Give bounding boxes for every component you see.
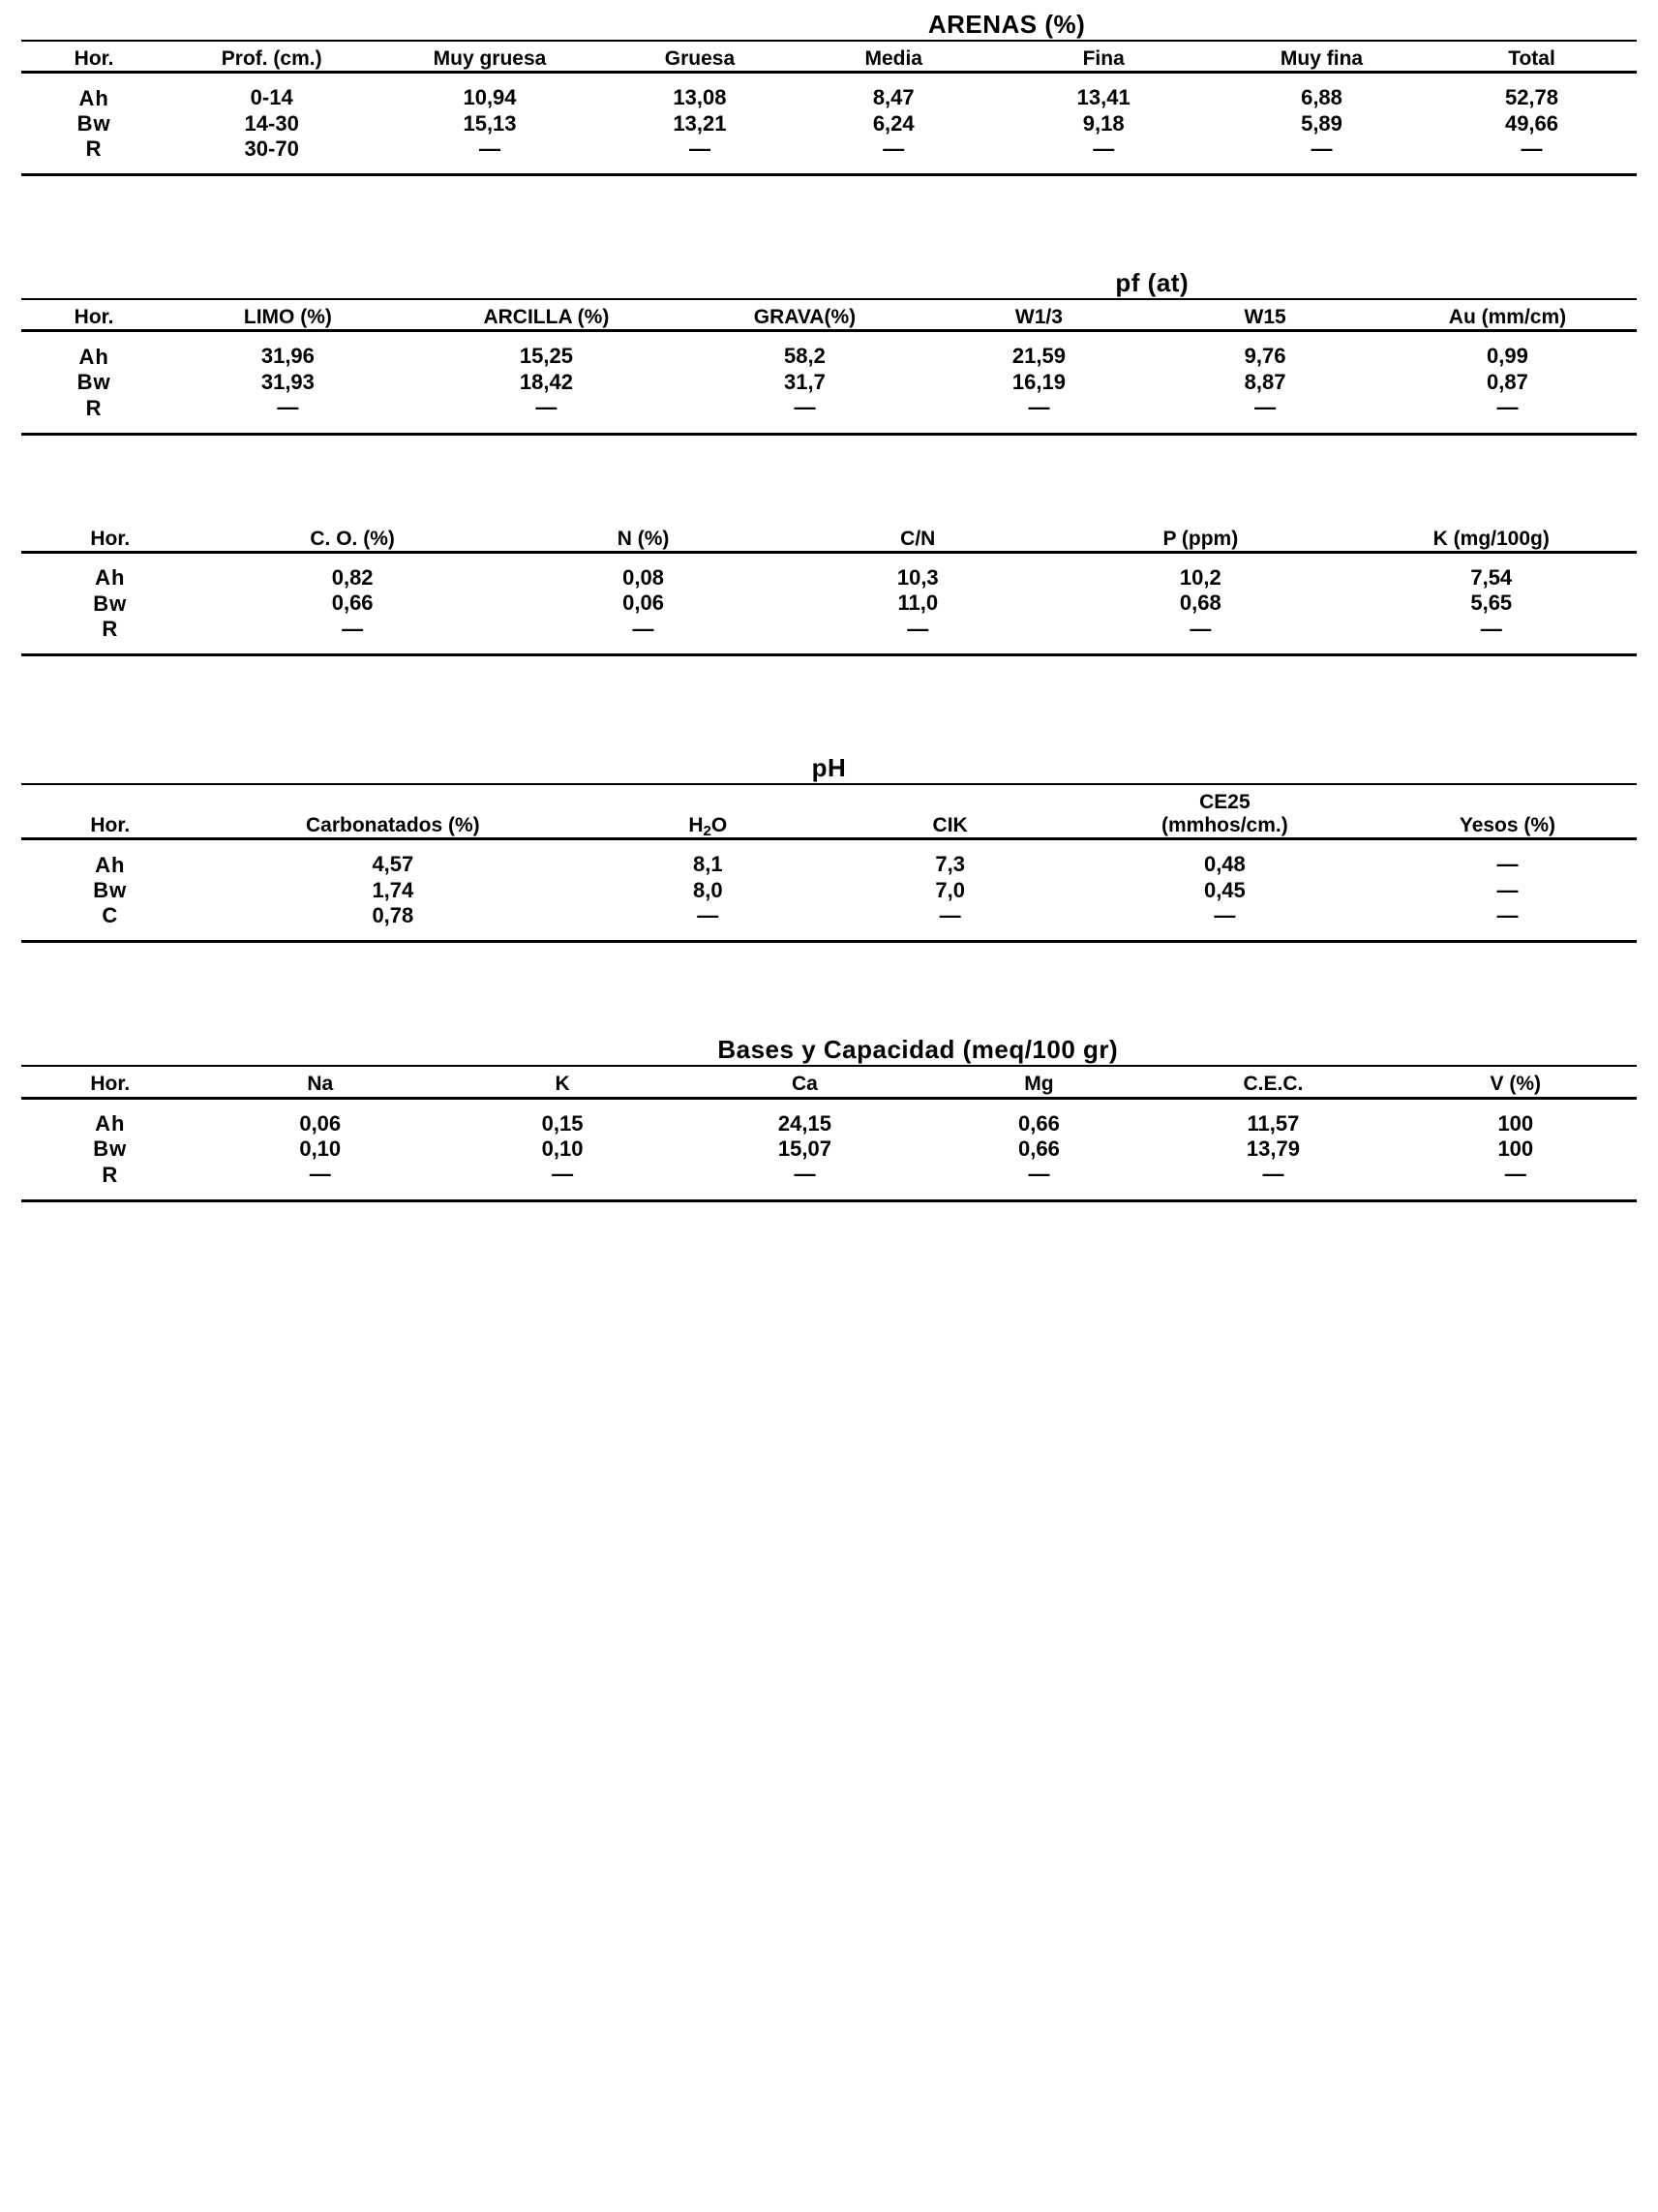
- group-title-row: [21, 10, 1637, 40]
- cell: —: [939, 903, 961, 927]
- table-block-bases: [21, 1035, 1637, 1201]
- cell: 14-30: [244, 110, 299, 136]
- data-table-bases: [21, 1035, 1637, 1201]
- bottom-rule: [21, 1200, 1637, 1202]
- row-label: Bw: [93, 591, 128, 616]
- col-header-hor: Hor.: [90, 1073, 131, 1096]
- cell: 0,66: [331, 591, 374, 616]
- cell: —: [1480, 616, 1502, 641]
- row-label: R: [102, 616, 119, 641]
- cell: 11,57: [1247, 1110, 1300, 1136]
- table-row: [21, 565, 1637, 591]
- group-title-ph: pH: [811, 752, 847, 782]
- row-label: Ah: [95, 565, 126, 591]
- cell: 8,87: [1244, 369, 1286, 394]
- cell: 58,2: [784, 344, 826, 369]
- col-header-gruesa: Gruesa: [664, 47, 736, 70]
- row-label: Bw: [93, 878, 128, 902]
- cell: —: [1262, 1162, 1284, 1187]
- spacer: [21, 299, 1637, 306]
- cell: 5,89: [1301, 110, 1342, 136]
- col-header-arcilla: ARCILLA (%): [483, 306, 610, 329]
- cell: —: [794, 395, 816, 420]
- cell: 0,87: [1487, 369, 1528, 394]
- col-header-cik: CIK: [932, 814, 968, 837]
- data-table-organica: [21, 528, 1637, 656]
- cell: 15,25: [519, 344, 573, 369]
- cell: —: [277, 395, 299, 420]
- cell: 15,13: [463, 110, 517, 136]
- spacer: [21, 1066, 1637, 1073]
- col-header-mg: Mg: [1024, 1073, 1054, 1096]
- cell: 16,19: [1011, 369, 1066, 394]
- row-label: R: [85, 395, 103, 420]
- cell: 11,0: [897, 591, 939, 616]
- header-row: [21, 47, 1637, 71]
- col-header-muy-gruesa: Muy gruesa: [433, 47, 547, 70]
- cell: 24,15: [777, 1110, 831, 1136]
- table-row: [21, 852, 1637, 877]
- col-header-media: Media: [864, 47, 922, 70]
- cell: 10,94: [463, 85, 517, 110]
- col-header-hor: Hor.: [90, 527, 131, 550]
- cell: 7,54: [1470, 564, 1513, 590]
- cell: 0,99: [1487, 344, 1528, 369]
- table-block-granulometria: [21, 268, 1637, 435]
- cell: —: [342, 616, 364, 641]
- cell: —: [1311, 136, 1333, 161]
- col-header-cn: C/N: [900, 527, 936, 550]
- table-row: [21, 617, 1637, 642]
- table-row: [21, 395, 1637, 420]
- cell: 31,93: [260, 369, 315, 394]
- row-label: Bw: [93, 1136, 128, 1162]
- cell: 13,41: [1076, 85, 1130, 110]
- cell: —: [1093, 136, 1115, 161]
- group-title-arenas: ARENAS (%): [927, 10, 1086, 39]
- cell: 31,96: [260, 344, 315, 369]
- cell: —: [697, 903, 719, 927]
- col-header-carbonatados: Carbonatados (%): [306, 814, 480, 837]
- cell: 7,3: [935, 852, 965, 877]
- table-row: [21, 344, 1637, 369]
- cell: —: [1496, 877, 1519, 902]
- col-header-limo: LIMO (%): [243, 306, 332, 329]
- cell: —: [794, 1162, 816, 1187]
- section-gap: [21, 436, 1637, 528]
- cell: 1,74: [372, 877, 414, 902]
- col-header-hor: Hor.: [74, 47, 114, 70]
- cell: 0,66: [1018, 1136, 1060, 1161]
- cell: 8,47: [872, 85, 915, 110]
- row-label: R: [102, 1162, 119, 1187]
- cell: —: [907, 616, 929, 641]
- cell: —: [535, 395, 558, 420]
- spacer: [21, 162, 1637, 175]
- col-header-ca: Ca: [792, 1073, 818, 1096]
- cell: 0,10: [299, 1136, 342, 1161]
- cell: 30-70: [244, 136, 299, 161]
- cell: 10,3: [896, 564, 939, 590]
- cell: 9,76: [1244, 344, 1286, 369]
- cell: —: [1254, 395, 1277, 420]
- table-row: [21, 1136, 1637, 1162]
- col-header-au: Au (mm/cm): [1448, 306, 1567, 329]
- col-header-k: K (mg/100g): [1432, 527, 1550, 550]
- spacer: [21, 1188, 1637, 1201]
- cell: 49,66: [1504, 110, 1559, 136]
- col-header-yesos: Yesos (%): [1459, 814, 1556, 837]
- col-header-v: V (%): [1490, 1073, 1542, 1096]
- data-table-granulometria: [21, 268, 1637, 435]
- cell: 0,68: [1179, 591, 1221, 616]
- cell: 6,24: [872, 110, 915, 136]
- cell: 0,10: [541, 1136, 584, 1161]
- cell: 0,15: [541, 1110, 584, 1136]
- cell: 0,08: [622, 564, 664, 590]
- cell: 10,2: [1179, 564, 1221, 590]
- cell: —: [309, 1162, 331, 1187]
- cell: 0,78: [372, 903, 414, 927]
- cell: 13,08: [673, 85, 727, 110]
- col-header-p: P (ppm): [1162, 527, 1239, 550]
- section-gap: [21, 656, 1637, 753]
- table-row: [21, 111, 1637, 136]
- row-label: Bw: [76, 110, 111, 136]
- spacer: [21, 839, 1637, 853]
- cell: —: [1190, 616, 1212, 641]
- table-block-organica: [21, 528, 1637, 656]
- col-header-na: Na: [307, 1073, 334, 1096]
- col-header-h2o: $H_2O$: [688, 814, 728, 840]
- spacer: [21, 331, 1637, 345]
- col-header-cec: C.E.C.: [1243, 1073, 1304, 1096]
- cell: 0,06: [622, 591, 664, 616]
- cell: 100: [1497, 1136, 1534, 1161]
- group-title-row: [21, 753, 1637, 783]
- cell: 13,21: [673, 110, 727, 136]
- section-gap: [21, 943, 1637, 1035]
- cell: —: [1214, 903, 1236, 927]
- cell: —: [632, 616, 654, 641]
- cell: —: [1496, 903, 1519, 927]
- table-row: [21, 1162, 1637, 1187]
- cell: 4,57: [372, 852, 414, 877]
- header-row: [21, 528, 1637, 551]
- cell: 9,18: [1082, 110, 1125, 136]
- col-header-n: N (%): [617, 527, 670, 550]
- col-header-hor: Hor.: [90, 814, 131, 837]
- cell: 0,48: [1203, 852, 1246, 877]
- cell: 0,45: [1203, 877, 1246, 902]
- col-header-total: Total: [1508, 47, 1555, 70]
- table-row: [21, 903, 1637, 928]
- cell: —: [883, 136, 905, 161]
- group-title-bases: Bases y Capacidad (meq/100 gr): [717, 1035, 1119, 1065]
- spacer: [21, 41, 1637, 47]
- row-label: Ah: [78, 344, 109, 369]
- row-label: Ah: [95, 1110, 126, 1136]
- cell: 7,0: [935, 877, 965, 902]
- col-header-grava: GRAVA(%): [753, 306, 857, 329]
- cell: 31,7: [784, 369, 826, 394]
- table-row: [21, 1111, 1637, 1136]
- header-row: [21, 1073, 1637, 1096]
- cell: —: [1521, 136, 1543, 161]
- row-label: Bw: [76, 370, 111, 395]
- cell: —: [552, 1162, 574, 1187]
- cell: 21,59: [1011, 344, 1066, 369]
- table-block-arenas: [21, 10, 1637, 176]
- col-header-k: K: [555, 1073, 570, 1096]
- cell: 18,42: [519, 369, 573, 394]
- table-block-ph: [21, 753, 1637, 943]
- spacer: [21, 552, 1637, 565]
- col-header-co: C. O. (%): [310, 527, 395, 550]
- cell: 8,1: [693, 852, 723, 877]
- table-row: [21, 85, 1637, 110]
- header-row: [21, 306, 1637, 329]
- cell: —: [1496, 395, 1519, 420]
- cell: —: [1028, 395, 1050, 420]
- cell: 8,0: [693, 877, 723, 902]
- spacer: [21, 421, 1637, 435]
- group-title-row: [21, 268, 1637, 298]
- cell: 5,65: [1470, 591, 1513, 616]
- table-row: [21, 591, 1637, 616]
- group-title-row: [21, 1035, 1637, 1065]
- data-table-arenas: [21, 10, 1637, 176]
- spacer: [21, 1098, 1637, 1111]
- col-header-prof: Prof. (cm.): [221, 47, 322, 70]
- row-label: Ah: [78, 85, 109, 110]
- cell: —: [1504, 1162, 1526, 1187]
- cell: 6,88: [1301, 85, 1342, 110]
- cell: 0-14: [250, 85, 293, 110]
- cell: 15,07: [777, 1136, 831, 1161]
- cell: 13,79: [1246, 1136, 1300, 1161]
- col-header-ce25: CE25 (mmhos/cm.): [1161, 790, 1288, 837]
- cell: 0,66: [1018, 1110, 1060, 1136]
- row-label: C: [102, 903, 119, 928]
- spacer: [21, 784, 1637, 791]
- spacer: [21, 642, 1637, 655]
- cell: 100: [1497, 1110, 1534, 1136]
- col-header-muy-fina: Muy fina: [1280, 47, 1364, 70]
- row-label: Ah: [95, 852, 126, 877]
- cell: —: [1496, 852, 1519, 877]
- data-table-ph: [21, 753, 1637, 943]
- spacer: [21, 928, 1637, 942]
- row-label: R: [85, 136, 103, 162]
- cell: 52,78: [1504, 85, 1559, 110]
- col-header-w15: W15: [1244, 306, 1286, 329]
- cell: 0,82: [331, 564, 374, 590]
- table-row: [21, 370, 1637, 395]
- section-gap: [21, 176, 1637, 268]
- group-title-pf: pf (at): [1115, 268, 1190, 298]
- header-row: [21, 791, 1637, 837]
- table-row: [21, 878, 1637, 903]
- table-row: [21, 136, 1637, 162]
- col-header-hor: Hor.: [74, 306, 114, 329]
- cell: —: [1028, 1162, 1050, 1187]
- cell: —: [479, 136, 500, 161]
- col-header-fina: Fina: [1082, 47, 1125, 70]
- spacer: [21, 73, 1637, 86]
- col-header-w13: W1/3: [1014, 306, 1063, 329]
- cell: 0,06: [299, 1110, 342, 1136]
- cell: —: [688, 136, 710, 161]
